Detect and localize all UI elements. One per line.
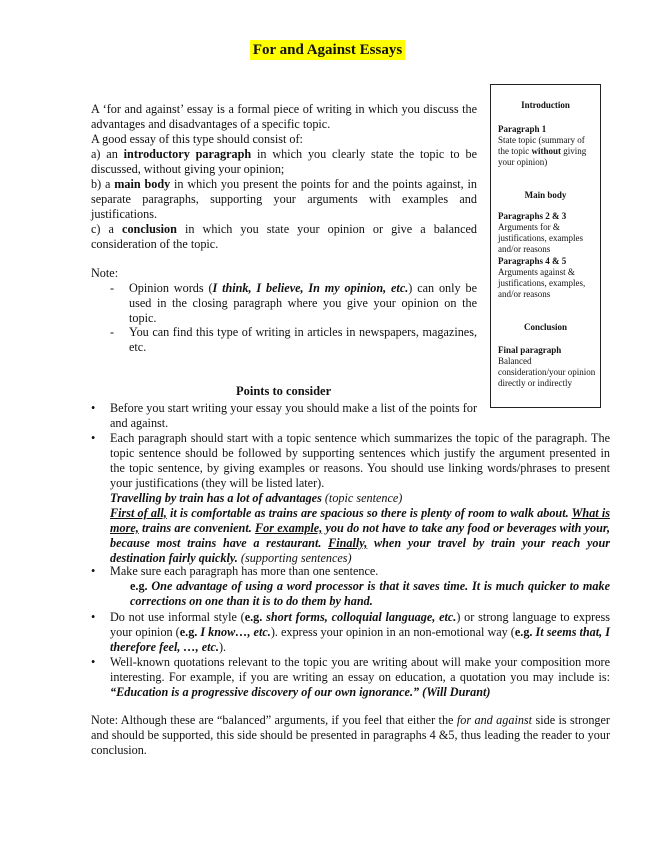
bullet-marker: • [91, 655, 96, 669]
linker-finally: Finally, [328, 536, 368, 550]
example-support-tag: (supporting sentences) [237, 551, 352, 565]
point-1-text: Before you start writing your essay you should make a list of the points for and against. [110, 401, 477, 430]
item-b-bold: main body [114, 177, 171, 191]
point-4-end: ). [218, 640, 227, 654]
note-item-2 [110, 325, 477, 355]
note-item-1-post: ) can only be used in the closing paragraph where you give your opinion on the topic. [129, 281, 477, 325]
sidebox-main-heading: Main body [524, 190, 567, 200]
structure-sidebox [490, 84, 601, 408]
point-4-pre: Do not use informal style ( [110, 610, 245, 624]
p1-text-bold: without [531, 146, 562, 156]
point-2-text: Each paragraph should start with a topic sentence which summarizes the topic of the paragraph. The topic sentence should be followed by supporting sentences which justify the argument presented in the topic sentence, by giving examples or reasons. You should use linking words/phrases to present your justifications (they will be listed later). [110, 431, 610, 490]
point-5-text: Well-known quotations relevant to the topic you are writing about will make your composition more interesting. For example, if you are writing an essay on education, a quotation you may include is: [110, 655, 610, 684]
note-label: Note: [91, 266, 119, 280]
point-4-mid: ) or strong language to express your opinion ( [110, 610, 610, 639]
item-a-prefix: a) an [91, 147, 124, 161]
p1-text-pre: State topic (summary of the topic [498, 135, 585, 156]
note-item-1 [110, 281, 477, 326]
item-c-bold: conclusion [122, 222, 177, 236]
bullet-marker: • [91, 610, 96, 624]
intro-item-b [91, 177, 477, 222]
point-bullet-3 [91, 564, 610, 609]
item-c-rest: in which you state your opinion or give a balanced consideration of the topic. [91, 222, 477, 251]
item-a-bold: introductory paragraph [123, 147, 252, 161]
note-item-2-text: You can find this type of writing in articles in newspapers, magazines, etc. [129, 325, 477, 354]
item-b-prefix: b) a [91, 177, 115, 191]
bullet-marker: • [91, 564, 96, 578]
point-3-example [110, 579, 610, 609]
example-topic-sentence: Travelling by train has a lot of advantages [110, 491, 322, 505]
p1-label: Paragraph 1 [498, 124, 547, 134]
title-wrapper [0, 40, 655, 60]
example-sentence-1: it is comfortable as trains are spacious so there is plenty of room to walk about. [166, 506, 572, 520]
note-item-1-bold: I think, I believe, In my opinion, etc. [212, 281, 409, 295]
note-item-1-pre: Opinion words ( [129, 281, 213, 295]
final-note-post: side is stronger and should be supported, this side should be presented in paragraphs 4 &5, thus leading the reader to your conclusion. [91, 713, 610, 757]
intro-item-a [91, 147, 477, 177]
example-sentence-3: you do not have to take any food or beverages with your, because most trains have a restaurant. [110, 521, 611, 550]
point-3-eg: e.g. [130, 579, 148, 593]
final-note-italic: for and against [456, 713, 533, 727]
sidebox-paragraphs-2-3 [498, 211, 596, 255]
example-sentence-4: when your travel by train your reach your destination fairly quickly. [110, 536, 610, 565]
p1-text-post: giving your opinion) [498, 146, 587, 167]
sidebox-final-paragraph [498, 345, 596, 389]
point-4-example-1: short forms, colloquial language, etc. [262, 610, 457, 624]
point-4-example-2: I know…, etc. [197, 625, 271, 639]
intro-item-c [91, 222, 477, 252]
sidebox-paragraphs-4-5 [498, 256, 596, 300]
intro-line-1: A ‘for and against’ essay is a formal piece of writing in which you discuss the advantages and disadvantages of a specific topic. [91, 102, 477, 131]
point-4-eg-3: e.g. [514, 625, 533, 639]
point-bullet-2 [91, 431, 611, 566]
intro-section [91, 102, 477, 252]
example-sentence-2: trains are convenient. [138, 521, 256, 535]
point-3-example-text: One advantage of using a word processor is that it saves time. It is much quicker to make corrections on one than it is to do them by hand. [130, 579, 610, 608]
item-c-prefix: c) a [91, 222, 123, 236]
point-5-quote: “Education is a progressive discovery of our own ignorance.” (Will Durant) [110, 685, 491, 699]
point-bullet-4 [91, 610, 611, 655]
linker-for-example: For example, [255, 521, 323, 535]
p23-text: Arguments for & justifications, examples and/or reasons [498, 222, 583, 254]
point-4-mid-2: ). express your opinion in an non-emotional way ( [270, 625, 515, 639]
sidebox-intro-heading: Introduction [521, 100, 570, 110]
dash-marker: - [110, 281, 115, 295]
point-4-eg-2: e.g. [179, 625, 198, 639]
sidebox-conclusion-heading: Conclusion [523, 322, 567, 332]
final-label: Final paragraph [498, 345, 562, 355]
point-3-text: Make sure each paragraph has more than one sentence. [110, 564, 379, 578]
bullet-marker: • [91, 401, 96, 415]
item-a-rest: in which you clearly state the topic to be discussed, without giving your opinion; [91, 147, 477, 176]
final-note-pre: Note: Although these are “balanced” arguments, if you feel that either the [91, 713, 457, 727]
p45-text: Arguments against & justifications, examples, and/or reasons [498, 267, 586, 299]
dash-marker: - [110, 325, 115, 339]
final-note [91, 713, 610, 758]
intro-line-2: A good essay of this type should consist of: [91, 132, 303, 146]
page-title: For and Against Essays [250, 40, 405, 60]
point-bullet-1 [91, 401, 477, 431]
sidebox-paragraph-1 [498, 124, 596, 168]
points-heading: Points to consider [236, 384, 332, 398]
item-b-rest: in which you present the points for and the points against, in separate paragraphs, supporting your arguments with examples and justifications. [91, 177, 478, 221]
point-bullet-5 [91, 655, 610, 700]
linker-first-of-all: First of all, [110, 506, 167, 520]
bullet-marker: • [91, 431, 96, 445]
p23-label: Paragraphs 2 & 3 [498, 211, 567, 221]
example-topic-tag: (topic sentence) [321, 491, 403, 505]
point-4-eg-1: e.g. [244, 610, 263, 624]
final-text: Balanced consideration/your opinion directly or indirectly [498, 356, 596, 388]
point-4-example-3: It seems that, I therefore feel, …, etc. [110, 625, 611, 654]
linker-what-is-more: What is more, [110, 506, 610, 535]
p45-label: Paragraphs 4 & 5 [498, 256, 567, 266]
